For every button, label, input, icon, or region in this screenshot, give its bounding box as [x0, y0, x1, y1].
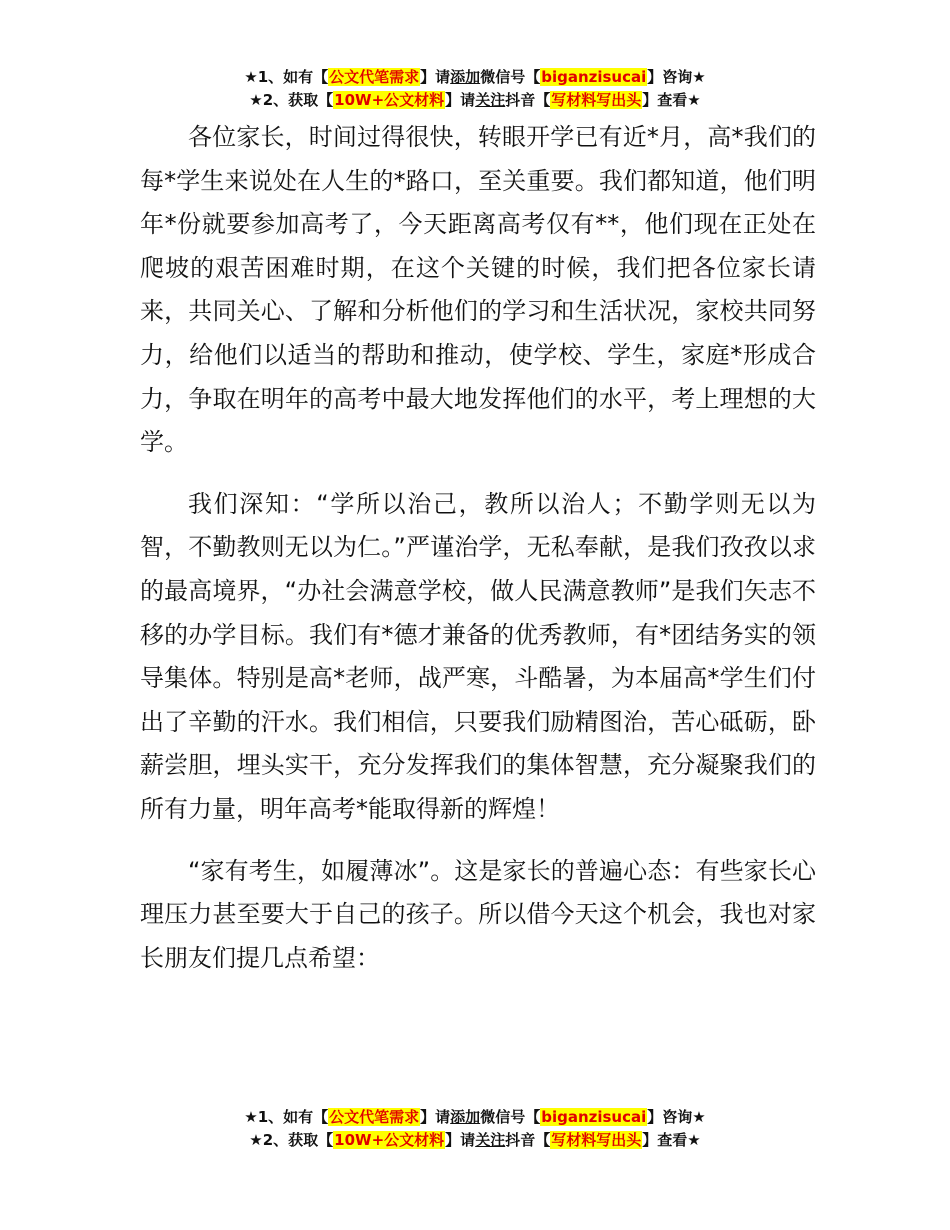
underlined-follow: 关注 [475, 91, 506, 109]
banner-text: 】请 [420, 1108, 451, 1126]
star-icon: ★ [249, 1131, 263, 1149]
banner-text: 微信号【 [480, 68, 541, 86]
highlight-douyin-account: 写材料写出头 [551, 91, 642, 109]
banner-text: 1、如有【 [257, 1108, 329, 1126]
paragraph: “家有考生，如履薄冰”。这是家长的普遍心态：有些家长心理压力甚至要大于自己的孩子。所以借今天这个机会，我也对家长朋友们提几点希望： [140, 856, 816, 972]
paragraph: 各位家长，时间过得很快，转眼开学已有近*月，高*我们的每*学生来说处在人生的*路口，至关重要。我们都知道，他们明年*份就要参加高考了，今天距离高考仅有**，他们现在正处在爬坡的艰苦困难时期，在这个关键的时候，我们把各位家长请来，共同关心、了解和分析他们的学习和生活状况，家校共同努力，给他们以适当的帮助和推动，使学校、学生，家庭*形成合力，争取在明年的高考中最大地发挥他们的水平，考上理想的大学。 [140, 123, 816, 457]
banner-text: 微信号【 [480, 1108, 541, 1126]
banner-text: 】请 [420, 68, 451, 86]
underlined-add: 添加 [450, 68, 481, 86]
banner-line-1 [0, 66, 950, 89]
highlight-wechat-id: biganzisucai [541, 1108, 647, 1126]
banner-text: 】请 [445, 1131, 476, 1149]
highlight-wechat-id: biganzisucai [541, 68, 647, 86]
highlight-materials: 10W+公文材料 [334, 1131, 445, 1149]
banner-text: 】查看 [642, 91, 688, 109]
star-icon: ★ [249, 91, 263, 109]
header-banner [0, 66, 950, 112]
highlight-materials: 10W+公文材料 [334, 91, 445, 109]
banner-text: 】咨询 [647, 68, 693, 86]
banner-line-2 [0, 1129, 950, 1152]
underlined-follow: 关注 [475, 1131, 506, 1149]
banner-text: 】咨询 [647, 1108, 693, 1126]
star-icon: ★ [692, 1108, 706, 1126]
underlined-add: 添加 [450, 1108, 481, 1126]
document-body [140, 116, 816, 998]
banner-line-1 [0, 1106, 950, 1129]
banner-text: 2、获取【 [262, 1131, 334, 1149]
banner-text: 抖音【 [505, 1131, 551, 1149]
banner-text: 抖音【 [505, 91, 551, 109]
footer-banner [0, 1106, 950, 1152]
star-icon: ★ [687, 1131, 701, 1149]
star-icon: ★ [687, 91, 701, 109]
highlight-service: 公文代笔需求 [329, 68, 420, 86]
banner-line-2 [0, 89, 950, 112]
banner-text: 】查看 [642, 1131, 688, 1149]
star-icon: ★ [244, 1108, 258, 1126]
highlight-service: 公文代笔需求 [329, 1108, 420, 1126]
star-icon: ★ [244, 68, 258, 86]
banner-text: 2、获取【 [262, 91, 334, 109]
paragraph: 我们深知：“学所以治己，教所以治人；不勤学则无以为智，不勤教则无以为仁。”严谨治学，无私奉献，是我们孜孜以求的最高境界，“办社会满意学校，做人民满意教师”是我们矢志不移的办学目标。我们有*德才兼备的优秀教师，有*团结务实的领导集体。特别是高*老师，战严寒，斗酷暑，为本届高*学生们付出了辛勤的汗水。我们相信，只要我们励精图治，苦心砥砺，卧薪尝胆，埋头实干，充分发挥我们的集体智慧，充分凝聚我们的所有力量，明年高考*能取得新的辉煌！ [140, 489, 816, 823]
star-icon: ★ [692, 68, 706, 86]
highlight-douyin-account: 写材料写出头 [551, 1131, 642, 1149]
banner-text: 】请 [445, 91, 476, 109]
banner-text: 1、如有【 [257, 68, 329, 86]
